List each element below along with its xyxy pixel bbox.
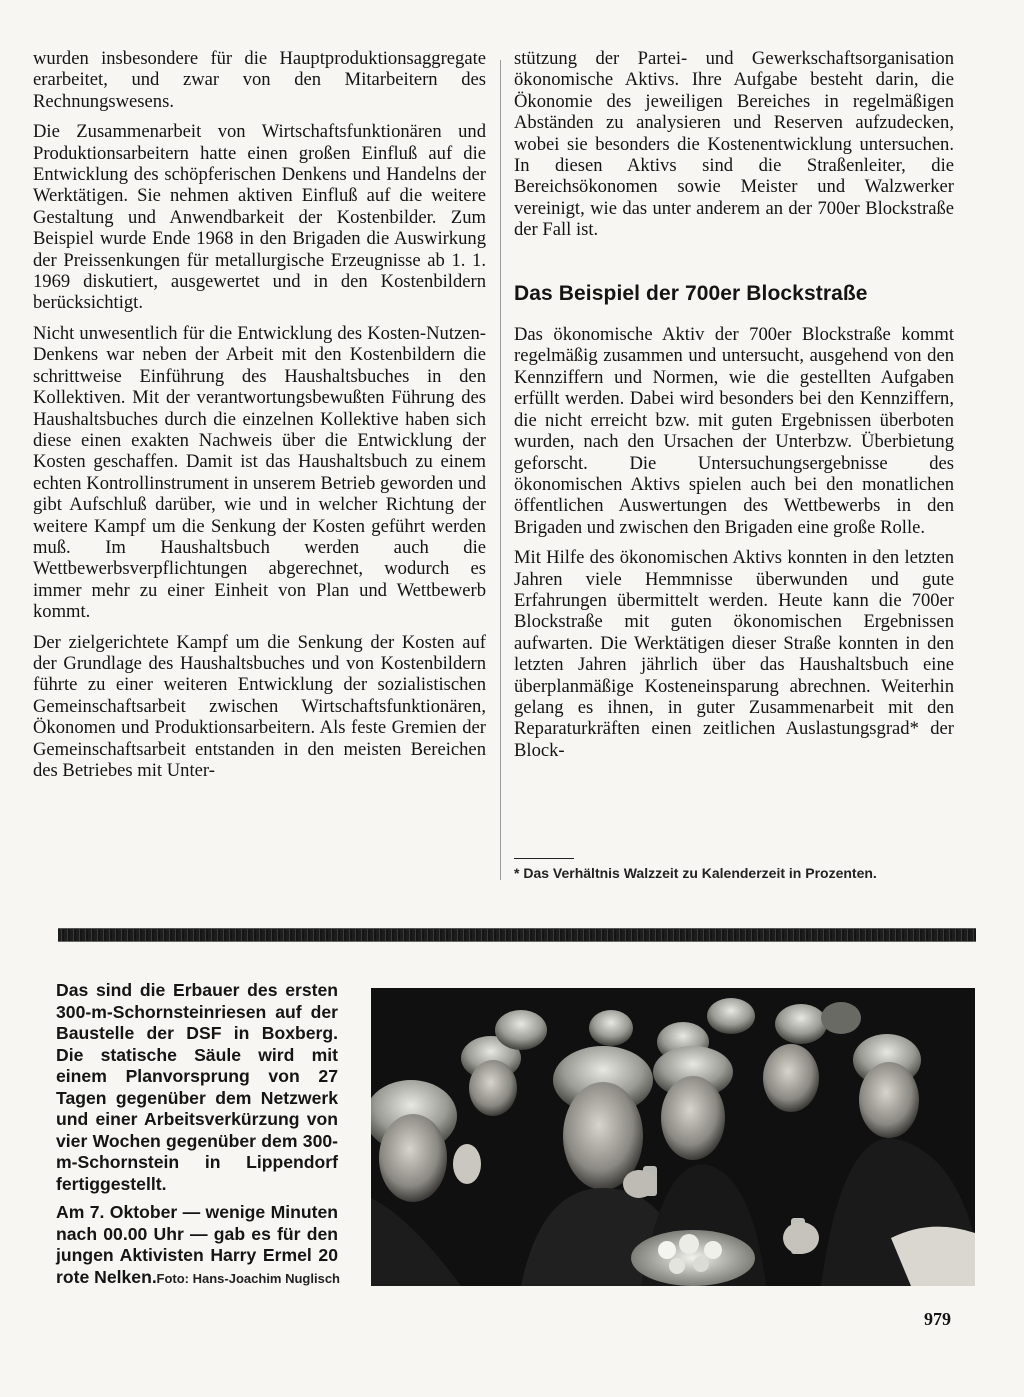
column-divider (500, 60, 501, 880)
caption-paragraph: Am 7. Oktober — wenige Minuten nach 00.00 Uhr — gab es für den jungen Aktivisten Harry Ermel 20 rote Nelken. (56, 1202, 338, 1287)
photo-credit: Foto: Hans-Joachim Nuglisch (156, 1271, 340, 1286)
right-text-column (514, 48, 954, 770)
photo-illustration (371, 988, 975, 1286)
paragraph: Nicht unwesentlich für die Entwicklung des Kosten-Nutzen-Denkens war neben der Arbeit mit den Kostenbildern die schrittweise Einführung des Haushaltsbuches in den Kollektiven. Mit der verantwortungsbewußten Führung des Haushaltsbuches durch die einzelnen Kollektive haben sich diese einen exakten Nachweis über die Entwicklung der Kosten geschaffen. Damit ist das Haushaltsbuch zu einem echten Kontrollinstrument in unserem Betrieb geworden und gibt Aufschluß darüber, wie und in welcher Richtung der weitere Kampf um die Senkung der Kosten geführt werden muß. Im Haushaltsbuch werden auch die Wettbewerbsverpflichtungen abgerechnet, wodurch es immer mehr zu einer Einheit von Plan und Wettbewerb kommt. (33, 322, 486, 623)
footnote: * Das Verhältnis Walzzeit zu Kalenderzeit in Prozenten. (514, 865, 877, 881)
paragraph: Der zielgerichtete Kampf um die Senkung der Kosten auf der Grundlage des Haushaltsbuches und von Kostenbildern führte zu einer weiteren Entwicklung der sozialistischen Gemeinschaftsarbeit zwischen Wirtschaftsfunktionären, Ökonomen und Produktionsarbeitern. Als feste Gremien der Gemeinschaftsarbeit entstanden in den meisten Bereichen des Betriebes mit Unter- (33, 631, 486, 781)
page-number: 979 (924, 1309, 951, 1329)
decorative-band (58, 928, 976, 942)
paragraph: Das ökonomische Aktiv der 700er Blockstraße kommt regelmäßig zusammen und untersucht, ausgehend von den Kennziffern und Normen, wie die gestellten Aufgaben erfüllt werden. Dabei wird besonders bei den Kennziffern, die nicht erreicht bzw. mit guten Ergebnissen überboten wurden, nach den Ursachen der Unterbzw. Überbietung geforscht. Die Untersuchungsergebnisse des ökonomischen Aktivs spielen auch bei den monatlichen öffentlichen Auswertungen des Wettbewerbs in den Brigaden und zwischen den Brigaden eine große Rolle. (514, 324, 954, 538)
paragraph: wurden insbesondere für die Hauptproduktionsaggregate erarbeitet, und zwar von den Mitarbeitern des Rechnungswesens. (33, 48, 486, 112)
footnote-rule (514, 858, 574, 859)
paragraph: stützung der Partei- und Gewerkschaftsorganisation ökonomische Aktivs. Ihre Aufgabe besteht darin, die Ökonomie des jeweiligen Bereiches in regelmäßigen Abständen zu analysieren und Reserven aufzudecken, wobei sie besonders die Kostenentwicklung untersuchen. In diesen Aktivs sind die Straßenleiter, die Bereichsökonomen sowie Meister und Walzwerker vereinigt, wie das unter anderem an der 700er Blockstraße der Fall ist. (514, 48, 954, 241)
section-heading: Das Beispiel der 700er Blockstraße (514, 281, 868, 305)
caption-paragraph: Das sind die Erbauer des ersten 300-m-Schornsteinriesen auf der Baustelle der DSF in Boxberg. Die statische Säule wird mit einem Planvorsprung von 27 Tagen gegenüber dem Netzwerk und einer Arbeitsverkürzung von vier Wochen gegenüber dem 300-m-Schornstein in Lippendorf fertiggestellt. (56, 980, 338, 1194)
paragraph: Mit Hilfe des ökonomischen Aktivs konnten in den letzten Jahren viele Hemmnisse überwunden und gute Erfahrungen übermittelt werden. Heute kann die 700er Blockstraße mit guten ökonomischen Ergebnissen aufwarten. Die Werktätigen dieser Straße konnten in den letzten Jahren jährlich über das Haushaltsbuch eine überplanmäßige Kosteneinsparung abrechnen. Weiterhin gelang es ihnen, in guter Zusammenarbeit mit den Reparaturkräften einen zeitlichen Auslastungsgrad* der Block- (514, 547, 954, 761)
group-photo (371, 988, 975, 1286)
photo-caption (56, 980, 338, 1295)
left-text-column (33, 48, 486, 790)
paragraph: Die Zusammenarbeit von Wirtschaftsfunktionären und Produktionsarbeitern hatte einen großen Einfluß auf die Entwicklung des schöpferischen Denkens und Handelns der Werktätigen. Sie nehmen aktiven Einfluß auf die weitere Gestaltung und Anwendbarkeit der Kostenbilder. Zum Beispiel wurde Ende 1968 in den Brigaden die Auswirkung der Preissenkungen für metallurgische Erzeugnisse ab 1. 1. 1969 diskutiert, ausgewertet und in den Kostenbildern berücksichtigt. (33, 121, 486, 314)
